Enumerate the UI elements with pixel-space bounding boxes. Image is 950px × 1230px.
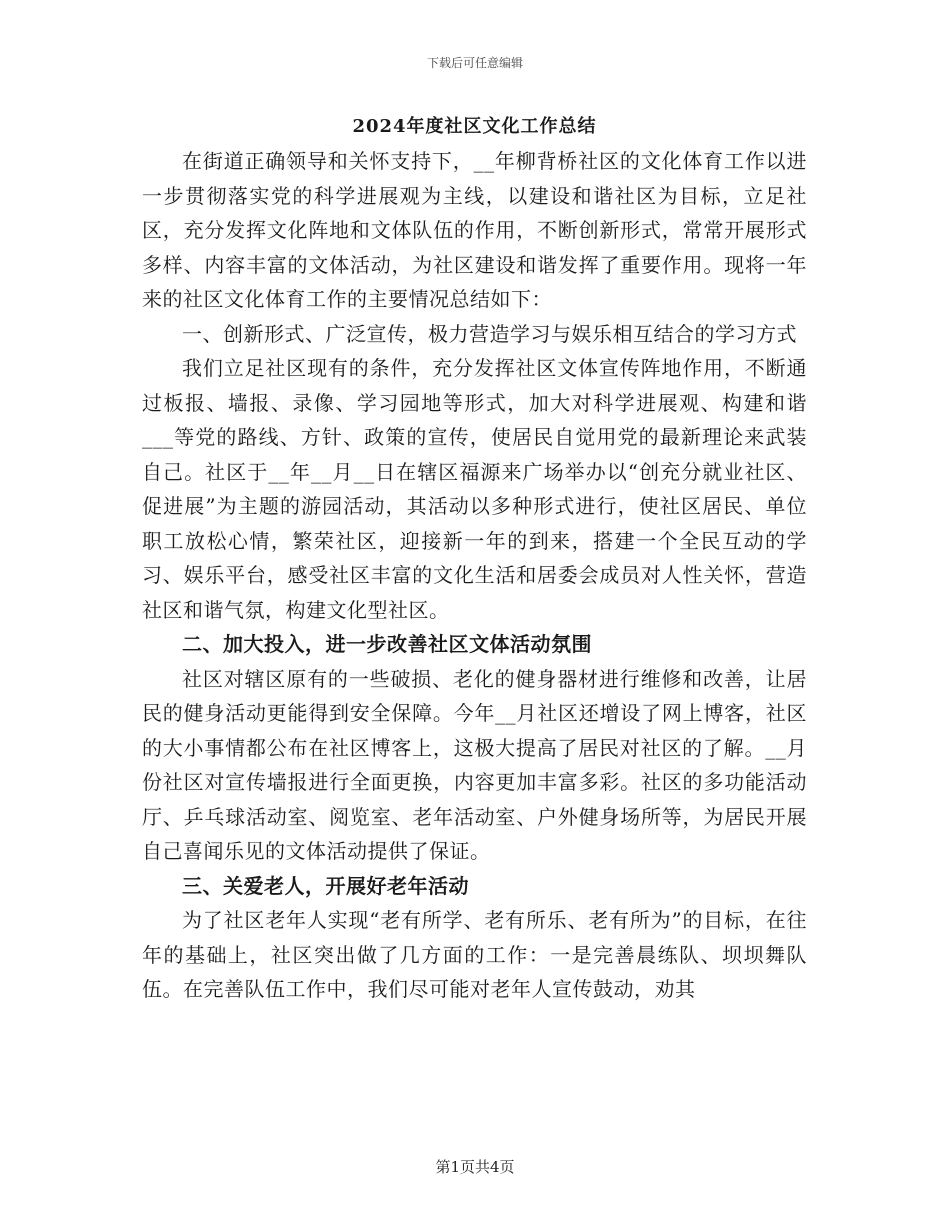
section-one-paragraph: 我们立足社区现有的条件，充分发挥社区文体宣传阵地作用，不断通过板报、墙报、录像、学习园地等形式，加大对科学进展观、构建和谐___等党的路线、方针、政策的宣传，使居民自觉用党的最新理论来武装自己。社区于__年__月__日在辖区福源来广场举办以“创充分就业社区、促进展”为主题的游园活动，其活动以多种形式进行，使社区居民、单位职工放松心情，繁荣社区，迎接新一年的到来，搭建一个全民互动的学习、娱乐平台，感受社区丰富的文化生活和居委会成员对人性关怀，营造社区和谐气氛，构建文化型社区。 (142, 356, 807, 622)
section-three-paragraph: 为了社区老年人实现“老有所学、老有所乐、老有所为”的目标，在往年的基础上，社区突出做了几方面的工作：一是完善晨练队、坝坝舞队伍。在完善队伍工作中，我们尽可能对老年人宣传鼓动，劝其 (142, 908, 807, 1001)
section-two-heading: 二、加大投入，进一步改善社区文体活动氛围 (182, 632, 592, 656)
section-three-heading: 三、关爱老人，开展好老年活动 (182, 873, 469, 898)
section-one-heading: 一、创新形式、广泛宣传，极力营造学习与娱乐相互结合的学习方式 (182, 321, 797, 346)
page-header-note: 下载后可任意编辑 (426, 56, 523, 70)
document-title: 2024年度社区文化工作总结 (352, 116, 597, 137)
page-number-footer: 第1页共4页 (435, 1158, 515, 1176)
intro-paragraph: 在街道正确领导和关怀支持下，__年柳背桥社区的文化体育工作以进一步贯彻落实党的科学进展观为主线，以建设和谐社区为目标，立足社区，充分发挥文化阵地和文体队伍的作用，不断创新形式，常常开展形式多样、内容丰富的文体活动，为社区建设和谐发挥了重要作用。现将一年来的社区文化体育工作的主要情况总结如下： (142, 149, 807, 311)
document-body (142, 110, 807, 1007)
section-two-paragraph: 社区对辖区原有的一些破损、老化的健身器材进行维修和改善，让居民的健身活动更能得到安全保障。今年__月社区还增设了网上博客，社区的大小事情都公布在社区博客上，这极大提高了居民对社区的了解。__月份社区对宣传墙报进行全面更换，内容更加丰富多彩。社区的多功能活动厅、乒乓球活动室、阅览室、老年活动室、户外健身场所等，为居民开展自己喜闻乐见的文体活动提供了保证。 (142, 666, 807, 863)
